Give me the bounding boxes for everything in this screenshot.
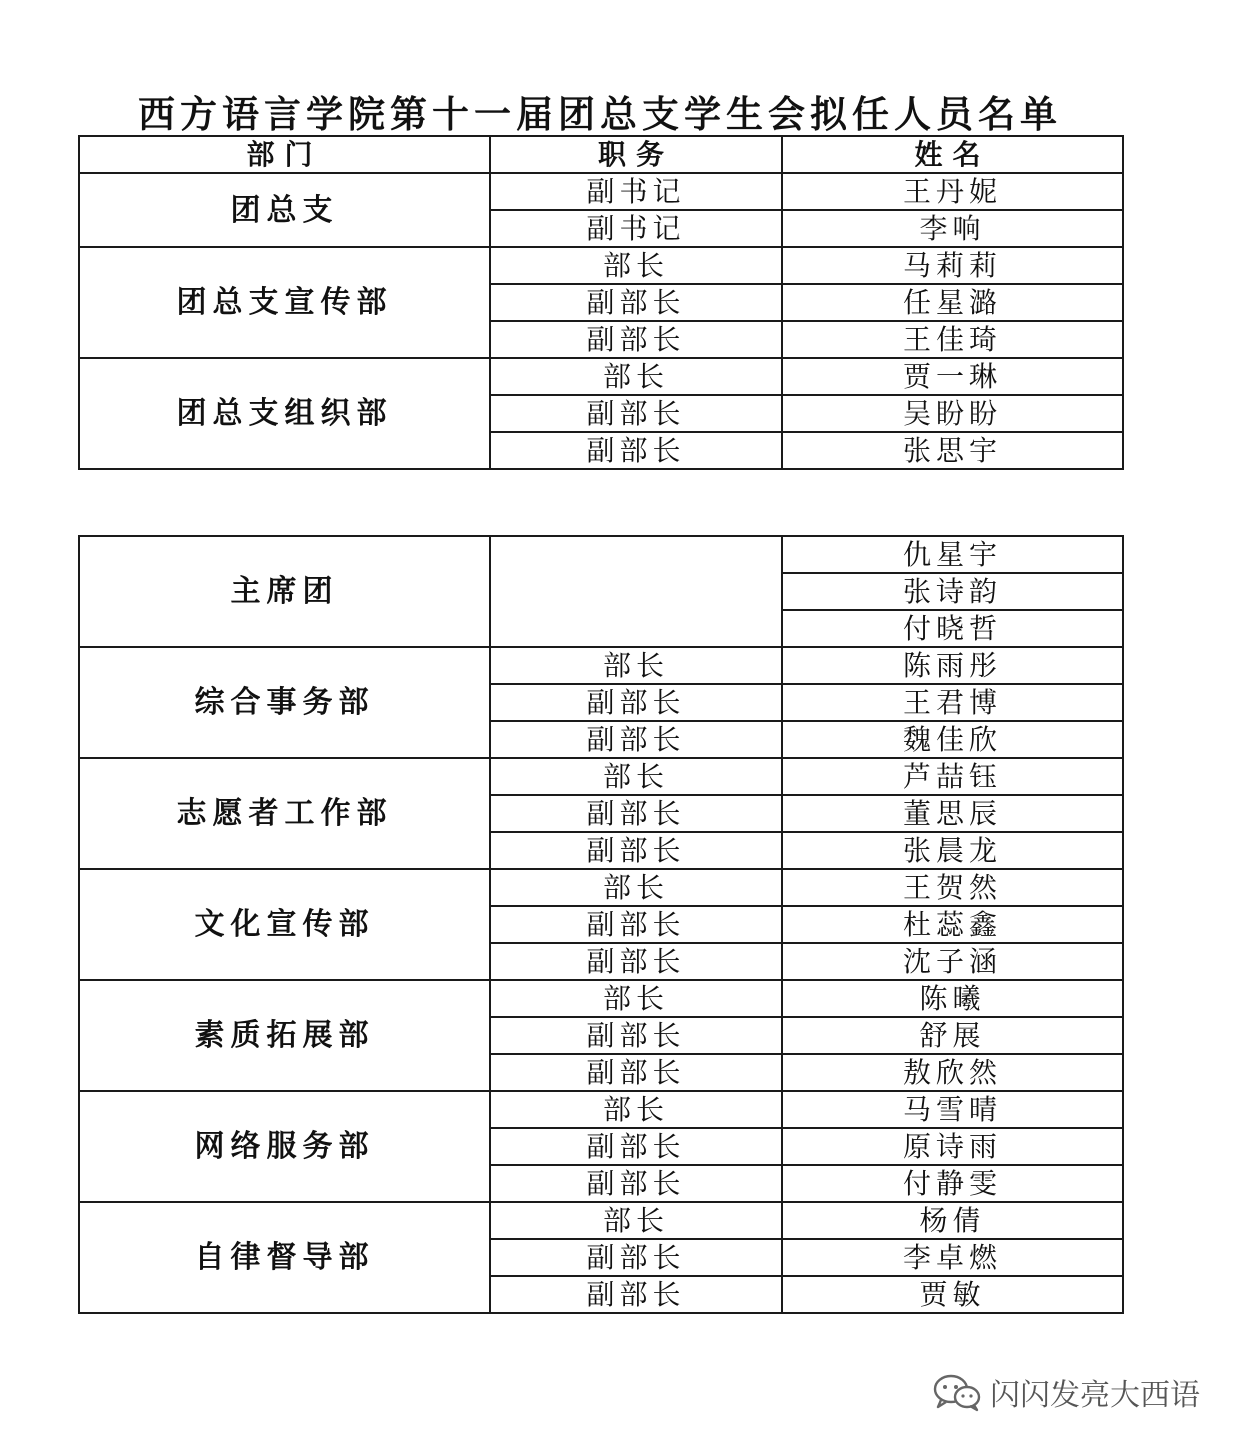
position-cell: 副书记 <box>490 173 782 210</box>
name-cell: 舒展 <box>782 1017 1123 1054</box>
position-cell: 副部长 <box>490 1165 782 1202</box>
header-name: 姓名 <box>782 136 1123 173</box>
name-cell: 敖欣然 <box>782 1054 1123 1091</box>
table-row <box>79 1091 1123 1128</box>
watermark-text: 闪闪发亮大西语 <box>990 1378 1200 1413</box>
position-cell: 副部长 <box>490 1017 782 1054</box>
position-cell: 副部长 <box>490 721 782 758</box>
table-row <box>79 758 1123 795</box>
position-cell: 副部长 <box>490 943 782 980</box>
name-cell: 吴盼盼 <box>782 395 1123 432</box>
table-row <box>79 647 1123 684</box>
name-cell: 杨倩 <box>782 1202 1123 1239</box>
department-cell: 网络服务部 <box>79 1091 490 1202</box>
position-cell: 副部长 <box>490 684 782 721</box>
name-cell: 魏佳欣 <box>782 721 1123 758</box>
name-cell: 陈曦 <box>782 980 1123 1017</box>
department-cell: 文化宣传部 <box>79 869 490 980</box>
name-cell: 付静雯 <box>782 1165 1123 1202</box>
table-row <box>79 869 1123 906</box>
name-cell: 陈雨彤 <box>782 647 1123 684</box>
name-cell: 董思辰 <box>782 795 1123 832</box>
position-cell: 副部长 <box>490 1276 782 1313</box>
position-cell: 副部长 <box>490 321 782 358</box>
department-cell: 主席团 <box>79 536 490 647</box>
department-cell: 团总支 <box>79 173 490 247</box>
position-cell: 部长 <box>490 1091 782 1128</box>
position-cell: 部长 <box>490 647 782 684</box>
table-row <box>79 358 1123 395</box>
position-cell: 副部长 <box>490 284 782 321</box>
wechat-icon <box>932 1372 982 1412</box>
roster-table-league-branch <box>78 135 1124 470</box>
position-cell: 副部长 <box>490 906 782 943</box>
table-row <box>79 173 1123 210</box>
position-cell: 部长 <box>490 869 782 906</box>
name-cell: 王君博 <box>782 684 1123 721</box>
name-cell: 贾一琳 <box>782 358 1123 395</box>
position-cell: 部长 <box>490 758 782 795</box>
table-row <box>79 980 1123 1017</box>
name-cell: 张诗韵 <box>782 573 1123 610</box>
name-cell: 马莉莉 <box>782 247 1123 284</box>
name-cell: 王贺然 <box>782 869 1123 906</box>
position-cell: 部长 <box>490 980 782 1017</box>
header-position: 职务 <box>490 136 782 173</box>
name-cell: 原诗雨 <box>782 1128 1123 1165</box>
roster-table-student-union <box>78 535 1124 1314</box>
position-cell: 副部长 <box>490 1054 782 1091</box>
department-cell: 志愿者工作部 <box>79 758 490 869</box>
name-cell: 芦喆钰 <box>782 758 1123 795</box>
department-cell: 素质拓展部 <box>79 980 490 1091</box>
position-cell: 部长 <box>490 358 782 395</box>
name-cell: 付晓哲 <box>782 610 1123 647</box>
name-cell: 李响 <box>782 210 1123 247</box>
name-cell: 张思宇 <box>782 432 1123 469</box>
department-cell: 综合事务部 <box>79 647 490 758</box>
position-cell: 副部长 <box>490 1128 782 1165</box>
header-department: 部门 <box>79 136 490 173</box>
name-cell: 张晨龙 <box>782 832 1123 869</box>
table-row <box>79 1202 1123 1239</box>
table-header-row <box>79 136 1123 173</box>
name-cell: 王佳琦 <box>782 321 1123 358</box>
name-cell: 马雪晴 <box>782 1091 1123 1128</box>
position-cell: 副部长 <box>490 395 782 432</box>
page-title: 西方语言学院第十一届团总支学生会拟任人员名单 <box>138 93 1062 136</box>
department-cell: 自律督导部 <box>79 1202 490 1313</box>
department-cell: 团总支宣传部 <box>79 247 490 358</box>
wechat-watermark <box>932 1370 1200 1414</box>
name-cell: 仇星宇 <box>782 536 1123 573</box>
name-cell: 杜蕊鑫 <box>782 906 1123 943</box>
table-row <box>79 247 1123 284</box>
position-cell: 副部长 <box>490 432 782 469</box>
position-cell: 副部长 <box>490 795 782 832</box>
position-cell: 部长 <box>490 247 782 284</box>
position-cell: 副部长 <box>490 832 782 869</box>
table-row <box>79 536 1123 573</box>
name-cell: 贾敏 <box>782 1276 1123 1313</box>
position-cell <box>490 536 782 647</box>
name-cell: 任星潞 <box>782 284 1123 321</box>
position-cell: 部长 <box>490 1202 782 1239</box>
position-cell: 副书记 <box>490 210 782 247</box>
department-cell: 团总支组织部 <box>79 358 490 469</box>
name-cell: 沈子涵 <box>782 943 1123 980</box>
position-cell: 副部长 <box>490 1239 782 1276</box>
name-cell: 王丹妮 <box>782 173 1123 210</box>
name-cell: 李卓燃 <box>782 1239 1123 1276</box>
